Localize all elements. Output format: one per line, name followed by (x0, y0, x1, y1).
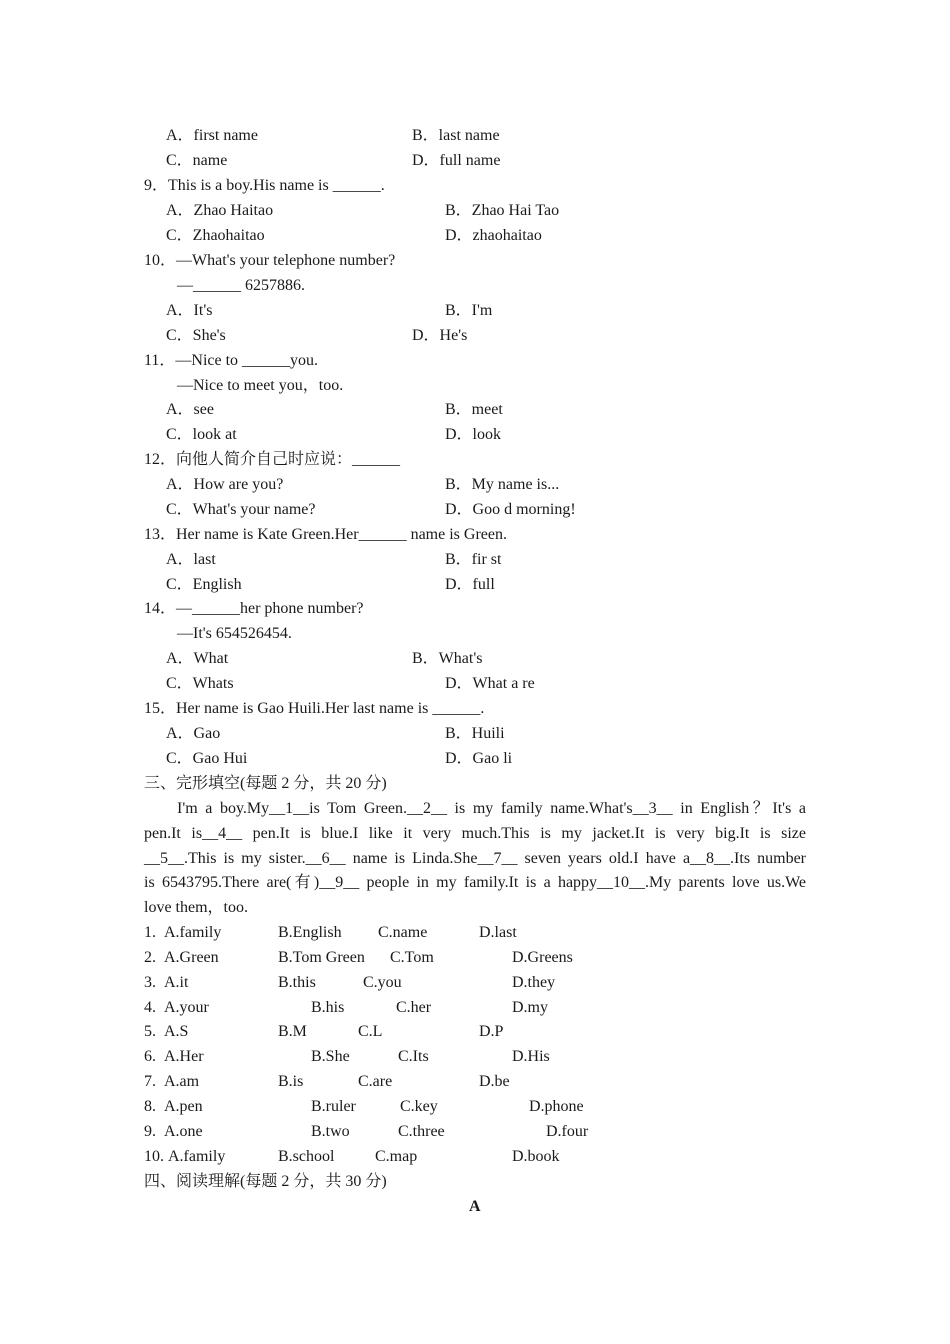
q15-stem: 15．Her name is Gao Huili.Her last name is ______. (144, 700, 485, 717)
cloze-option-c: C.her (396, 999, 432, 1016)
cloze-option-c: C.you (363, 974, 402, 991)
passage-line-3: __5__.This is my sister.__6__ name is Linda.She__7__ seven years old.I have a__8__.Its number (144, 850, 806, 867)
cloze-option-d: D.last (479, 924, 517, 941)
section4-part-label: A (469, 1198, 481, 1215)
cloze-num: 4. (144, 999, 156, 1016)
q11-option-d: D．look (445, 426, 502, 443)
q11-option-a: A．see (166, 401, 214, 418)
q10-option-c: C．She's (166, 327, 226, 344)
q14-stem: 14．—______her phone number? (144, 600, 364, 617)
q11-stem: 11．—Nice to ______you. (144, 352, 319, 369)
cloze-option-a: A.one (164, 1123, 203, 1140)
cloze-option-a: A.your (164, 999, 209, 1016)
q13-stem: 13．Her name is Kate Green.Her______ name is Green. (144, 526, 507, 543)
cloze-option-d: D.His (512, 1048, 550, 1065)
passage-line-2: pen.It is__4__ pen.It is blue.I like it very much.This is my jacket.It is very big.It is size (144, 825, 806, 842)
q14-option-d: D．What a re (445, 675, 535, 692)
q15-option-c: C．Gao Hui (166, 750, 248, 767)
q12-option-b: B．My name is... (445, 476, 560, 493)
cloze-num: 5. (144, 1023, 156, 1040)
q14-option-b: B．What's (412, 650, 483, 667)
cloze-option-c: C.are (358, 1073, 393, 1090)
cloze-option-c: C.name (378, 924, 428, 941)
q10-line2: —______ 6257886. (177, 277, 305, 294)
cloze-num: 3. (144, 974, 156, 991)
cloze-num: 10. (144, 1148, 164, 1165)
cloze-option-a: A.Her (164, 1048, 204, 1065)
cloze-option-d: D.phone (529, 1098, 584, 1115)
q15-option-b: B．Huili (445, 725, 505, 742)
q10-stem: 10．—What's your telephone number? (144, 252, 396, 269)
section3-heading: 三、完形填空(每题 2 分，共 20 分) (144, 775, 387, 792)
q13-option-b: B．fir st (445, 551, 502, 568)
cloze-option-d: D.they (512, 974, 556, 991)
q11-option-b: B．meet (445, 401, 503, 418)
q10-option-b: B．I'm (445, 302, 493, 319)
cloze-option-d: D.P (479, 1023, 504, 1040)
cloze-option-b: B.M (278, 1023, 307, 1040)
q8-option-d: D．full name (412, 152, 501, 169)
q12-option-a: A．How are you? (166, 476, 284, 493)
cloze-option-c: C.three (398, 1123, 445, 1140)
cloze-num: 1. (144, 924, 156, 941)
q12-stem: 12．向他人简介自己时应说：______ (144, 451, 401, 468)
cloze-option-b: B.She (311, 1048, 350, 1065)
q14-line2: —It's 654526454. (177, 625, 292, 642)
passage-line-5: love them，too. (144, 899, 248, 916)
cloze-num: 6. (144, 1048, 156, 1065)
q12-option-c: C．What's your name? (166, 501, 316, 518)
q15-option-a: A．Gao (166, 725, 221, 742)
cloze-num: 9. (144, 1123, 156, 1140)
cloze-option-b: B.this (278, 974, 316, 991)
cloze-option-b: B.English (278, 924, 342, 941)
section4-heading: 四、阅读理解(每题 2 分，共 30 分) (144, 1173, 387, 1190)
q8-option-a: A．first name (166, 127, 258, 144)
cloze-option-d: D.my (512, 999, 548, 1016)
cloze-option-d: D.book (512, 1148, 560, 1165)
cloze-option-b: B.school (278, 1148, 335, 1165)
q11-option-c: C．look at (166, 426, 237, 443)
cloze-option-c: C.Its (398, 1048, 429, 1065)
cloze-option-d: D.be (479, 1073, 510, 1090)
cloze-option-a: A.Green (164, 949, 219, 966)
cloze-num: 7. (144, 1073, 156, 1090)
q9-stem: 9．This is a boy.His name is ______. (144, 177, 385, 194)
cloze-option-c: C.L (358, 1023, 383, 1040)
cloze-option-c: C.key (400, 1098, 438, 1115)
cloze-option-c: C.map (375, 1148, 418, 1165)
q10-option-a: A．It's (166, 302, 213, 319)
q13-option-a: A．last (166, 551, 216, 568)
q9-option-d: D．zhaohaitao (445, 227, 542, 244)
cloze-option-b: B.his (311, 999, 345, 1016)
cloze-option-a: A.family (164, 924, 222, 941)
q11-line2: —Nice to meet you，too. (177, 377, 344, 394)
cloze-option-a: A.S (164, 1023, 189, 1040)
cloze-option-d: D.four (546, 1123, 589, 1140)
q13-option-c: C．English (166, 576, 242, 593)
q13-option-d: D．full (445, 576, 495, 593)
q12-option-d: D．Goo d morning! (445, 501, 576, 518)
q9-option-a: A．Zhao Haitao (166, 202, 274, 219)
cloze-option-a: A.family (168, 1148, 226, 1165)
q14-option-a: A．What (166, 650, 229, 667)
cloze-option-a: A.am (164, 1073, 200, 1090)
cloze-option-b: B.two (311, 1123, 350, 1140)
cloze-option-b: B.ruler (311, 1098, 356, 1115)
cloze-option-d: D.Greens (512, 949, 573, 966)
q15-option-d: D．Gao li (445, 750, 513, 767)
cloze-option-c: C.Tom (390, 949, 434, 966)
q10-option-d: D．He's (412, 327, 468, 344)
passage-line-4: is 6543795.There are(有)__9__ people in my family.It is a happy__10__.My parents love us.We (144, 874, 806, 891)
cloze-option-b: B.Tom Green (278, 949, 365, 966)
passage-line-1: I'm a boy.My__1__is Tom Green.__2__ is my family name.What's__3__ in English？It's a (177, 800, 807, 817)
cloze-num: 2. (144, 949, 156, 966)
cloze-option-b: B.is (278, 1073, 304, 1090)
cloze-option-a: A.it (164, 974, 189, 991)
cloze-option-a: A.pen (164, 1098, 203, 1115)
q14-option-c: C．Whats (166, 675, 234, 692)
cloze-num: 8. (144, 1098, 156, 1115)
q9-option-b: B．Zhao Hai Tao (445, 202, 560, 219)
q8-option-c: C．name (166, 152, 228, 169)
q9-option-c: C．Zhaohaitao (166, 227, 265, 244)
q8-option-b: B．last name (412, 127, 500, 144)
